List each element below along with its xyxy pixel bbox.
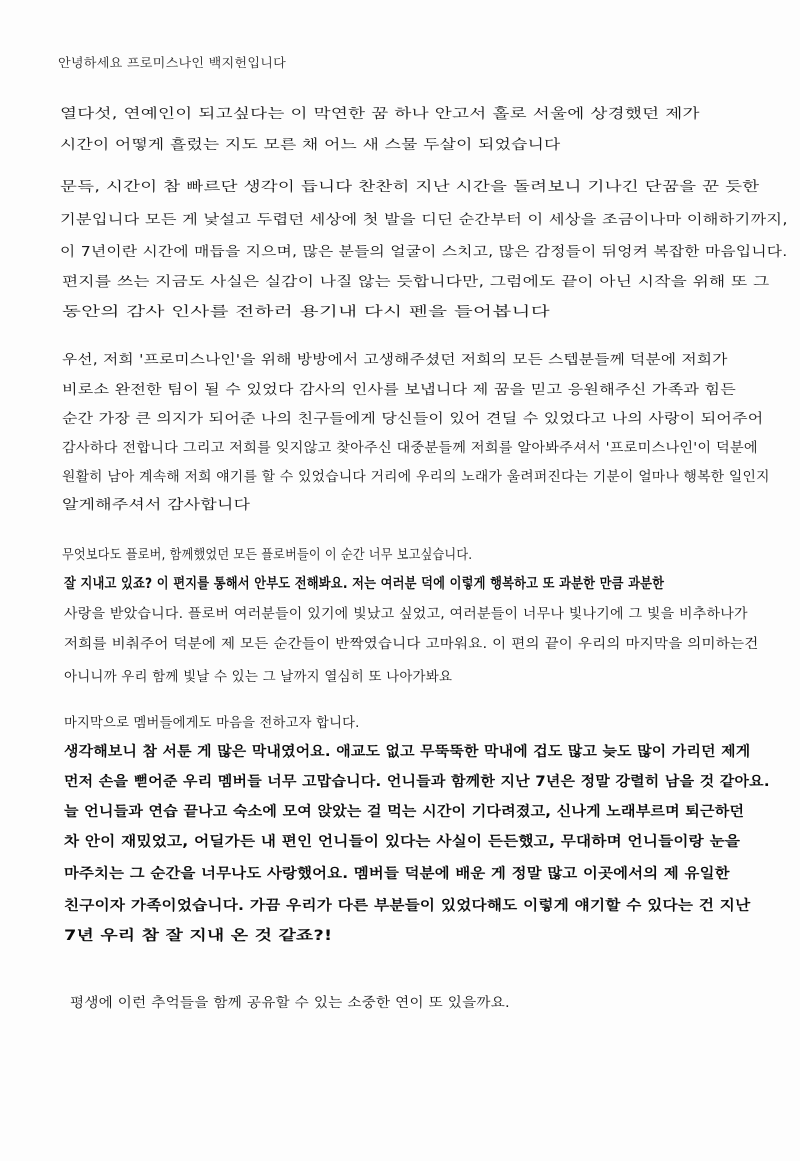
letter-line: 우선, 저희 '프로미스나인'을 위해 방방에서 고생해주셨던 저희의 모든 스텝분들께 덕분에 저희가 (62, 352, 728, 368)
letter-line: 마지막으로 멤버들에게도 마음을 전하고자 합니다. (64, 715, 360, 731)
letter-line: 아니니까 우리 함께 빛날 수 있는 그 날까지 열심히 또 나아가봐요 (64, 669, 453, 685)
letter-line: 순간 가장 큰 의지가 되어준 나의 친구들에게 당신들이 있어 견딜 수 있었다고 나의 사랑이 되어주어 (62, 411, 764, 427)
letter-line: 차 안이 재밌었고, 어딜가든 내 편인 언니들이 있다는 사실이 든든했고, 무대하며 언니들이랑 눈을 (64, 834, 741, 850)
letter-line: 저희를 비춰주어 덕분에 제 모든 순간들이 반짝였습니다 고마워요. 이 편의 끝이 우리의 마지막을 의미하는건 (64, 636, 759, 652)
letter-line: 문득, 시간이 참 빠르단 생각이 듭니다 찬찬히 지난 시간을 돌려보니 기나긴 단꿈을 꾼 듯한 (60, 179, 760, 195)
letter-line: 편지를 쓰는 지금도 사실은 실감이 나질 않는 듯합니다만, 그럼에도 끝이 아닌 시작을 위해 또 그 (62, 274, 770, 290)
letter-line: 시간이 어떻게 흘렀는 지도 모른 채 어느 새 스물 두살이 되었습니다 (60, 137, 561, 153)
letter-line: 기분입니다 모든 게 낯설고 두렵던 세상에 첫 발을 디딘 순간부터 이 세상을 조금이나마 이해하기까지, (60, 212, 788, 228)
letter-line: 생각해보니 참 서툰 게 많은 막내였어요. 애교도 없고 무뚝뚝한 막내에 겁도 많고 늦도 많이 가리던 제게 (64, 744, 751, 760)
letter-closing: 평생에 이런 추억들을 함께 공유할 수 있는 소중한 연이 또 있을까요. (70, 995, 510, 1011)
letter-line: 먼저 손을 뻗어준 우리 멤버들 너무 고맙습니다. 언니들과 함께한 지난 7년은 정말 강렬히 남을 것 같아요. (64, 774, 770, 790)
letter-line: 비로소 완전한 팀이 될 수 있었다 감사의 인사를 보냅니다 제 꿈을 믿고 응원해주신 가족과 힘든 (62, 382, 737, 398)
letter-line: 알게해주셔서 감사합니다 (62, 497, 251, 513)
letter-line: 감사하다 전합니다 그리고 저희를 잊지않고 찾아주신 대중분들께 저희를 알아봐주셔서 '프로미스나인'이 덕분에 (62, 440, 758, 456)
letter-line: 이 7년이란 시간에 매듭을 지으며, 많은 분들의 얼굴이 스치고, 많은 감정들이 뒤엉켜 복잡한 마음입니다. (60, 244, 788, 260)
letter-line: 무엇보다도 플로버, 함께했었던 모든 플로버들이 이 순간 너무 보고싶습니다. (62, 547, 473, 563)
letter-line: 잘 지내고 있죠? 이 편지를 통해서 안부도 전해봐요. 저는 여러분 덕에 이렇게 행복하고 또 과분한 만큼 과분한 (64, 576, 665, 592)
letter-line: 사랑을 받았습니다. 플로버 여러분들이 있기에 빛났고 싶었고, 여러분들이 너무나 빛나기에 그 빛을 비추하나가 (64, 606, 748, 622)
letter-line: 마주치는 그 순간을 너무나도 사랑했어요. 멤버들 덕분에 배운 게 정말 많고 이곳에서의 제 유일한 (64, 866, 730, 882)
letter-line: 동안의 감사 인사를 전하러 용기내 다시 펜을 들어봅니다 (62, 304, 550, 320)
letter-line: 7년 우리 참 잘 지내 온 것 같죠?! (64, 928, 333, 944)
letter-greeting: 안녕하세요 프로미스나인 백지헌입니다 (58, 55, 287, 70)
letter-line: 늘 언니들과 연습 끝나고 숙소에 모여 앉았는 걸 먹는 시간이 기다려졌고, 신나게 노래부르며 퇴근하던 (64, 804, 745, 820)
letter-line: 친구이자 가족이었습니다. 가끔 우리가 다른 부분들이 있었다해도 이렇게 얘기할 수 있다는 건 지난 (64, 898, 751, 914)
letter-line: 원활히 남아 계속해 저희 얘기를 할 수 있었습니다 거리에 우리의 노래가 울려퍼진다는 기분이 얼마나 행복한 일인지 (62, 469, 770, 485)
letter-line: 열다섯, 연예인이 되고싶다는 이 막연한 꿈 하나 안고서 홀로 서울에 상경했던 제가 (60, 106, 700, 122)
